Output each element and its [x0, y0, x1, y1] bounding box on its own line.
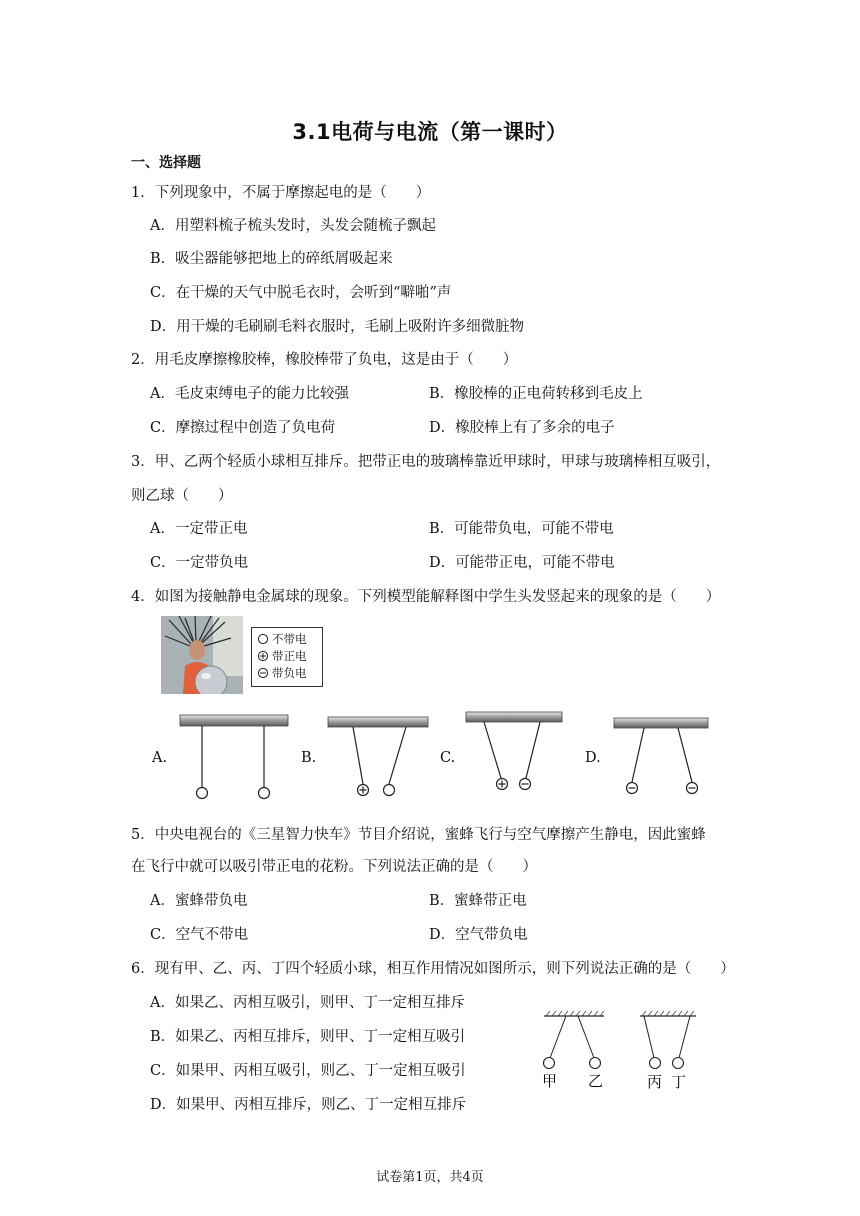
q6-option-a[interactable]: A．如果乙、丙相互吸引，则甲、丁一定相互排斥	[150, 995, 465, 1011]
q6-pendulum-figure	[530, 1010, 710, 1090]
question-4-stem: 4．如图为接触静电金属球的现象。下列模型能解释图中学生头发竖起来的现象的是（ ）	[131, 589, 721, 605]
q3-option-b[interactable]: B．可能带负电，可能不带电	[429, 521, 614, 537]
question-5-stem-line2: 在飞行中就可以吸引带正电的花粉。下列说法正确的是（ ）	[131, 859, 537, 875]
q1-option-c[interactable]: C．在干燥的天气中脱毛衣时，会听到“噼啪”声	[150, 285, 452, 301]
q4-option-d-label[interactable]: D.	[585, 750, 601, 766]
q4-option-b-label[interactable]: B.	[301, 750, 317, 766]
q4-option-c-label[interactable]: C.	[440, 750, 456, 766]
section-heading: 一、选择题	[131, 155, 201, 171]
q5-option-c[interactable]: C．空气不带电	[150, 927, 249, 943]
q5-option-a[interactable]: A．蜜蜂带负电	[150, 893, 248, 909]
ball-label-yi: 乙	[588, 1072, 604, 1090]
question-6-stem: 6．现有甲、乙、丙、丁四个轻质小球，相互作用情况如图所示，则下列说法正确的是（ ）	[131, 961, 735, 977]
ball-label-jia: 甲	[542, 1072, 558, 1090]
q4-option-a-figure	[180, 715, 288, 799]
q6-option-d[interactable]: D．如果甲、丙相互排斥，则乙、丁一定相互排斥	[150, 1097, 467, 1113]
q3-option-a[interactable]: A．一定带正电	[150, 521, 248, 537]
q6-right-pair	[640, 1011, 696, 1069]
q6-left-pair	[544, 1011, 605, 1069]
charge-legend	[251, 627, 323, 687]
question-2-stem: 2．用毛皮摩擦橡胶棒，橡胶棒带了负电，这是由于（ ）	[131, 352, 518, 368]
q1-option-b[interactable]: B．吸尘器能够把地上的碎纸屑吸起来	[150, 251, 393, 267]
q4-option-b-figure	[328, 717, 428, 796]
q2-option-b[interactable]: B．橡胶棒的正电荷转移到毛皮上	[429, 386, 643, 402]
page-footer: 试卷第1页，共4页	[376, 1170, 484, 1185]
page-title: 3.1电荷与电流（第一课时）	[292, 120, 568, 144]
legend-neutral: 不带电	[272, 632, 307, 646]
q4-option-a-label[interactable]: A.	[152, 750, 168, 766]
q2-option-d[interactable]: D．橡胶棒上有了多余的电子	[429, 420, 615, 436]
legend-negative: 带负电	[272, 666, 307, 680]
q4-options-figure	[140, 706, 730, 806]
q5-option-d[interactable]: D．空气带负电	[429, 927, 528, 943]
q3-option-d[interactable]: D．可能带正电，可能不带电	[429, 555, 615, 571]
q2-option-a[interactable]: A．毛皮束缚电子的能力比较强	[150, 386, 349, 402]
static-electricity-photo	[161, 616, 243, 694]
q3-option-c[interactable]: C．一定带负电	[150, 555, 249, 571]
q5-option-b[interactable]: B．蜜蜂带正电	[429, 893, 527, 909]
q2-option-c[interactable]: C．摩擦过程中创造了负电荷	[150, 420, 336, 436]
ball-label-ding: 丁	[671, 1073, 687, 1090]
question-1-stem: 1．下列现象中，不属于摩擦起电的是（ ）	[131, 185, 431, 201]
q1-option-a[interactable]: A．用塑料梳子梳头发时，头发会随梳子飘起	[150, 218, 436, 234]
q6-option-c[interactable]: C．如果甲、丙相互吸引，则乙、丁一定相互吸引	[150, 1063, 466, 1079]
legend-positive: 带正电	[272, 649, 307, 663]
q6-option-b[interactable]: B．如果乙、丙相互排斥，则甲、丁一定相互吸引	[150, 1029, 466, 1045]
question-3-stem-line2: 则乙球（ ）	[131, 488, 233, 504]
question-3-stem-line1: 3．甲、乙两个轻质小球相互排斥。把带正电的玻璃棒靠近甲球时，甲球与玻璃棒相互吸引，	[131, 454, 721, 470]
question-5-stem-line1: 5．中央电视台的《三星智力快车》节目介绍说，蜜蜂飞行与空气摩擦产生静电，因此蜜蜂	[131, 827, 706, 843]
ball-label-bing: 丙	[647, 1073, 663, 1090]
q1-option-d[interactable]: D．用干燥的毛刷刷毛料衣服时，毛刷上吸附许多细微脏物	[150, 319, 525, 335]
q4-option-d-figure	[614, 718, 708, 794]
q4-option-c-figure	[466, 712, 562, 790]
